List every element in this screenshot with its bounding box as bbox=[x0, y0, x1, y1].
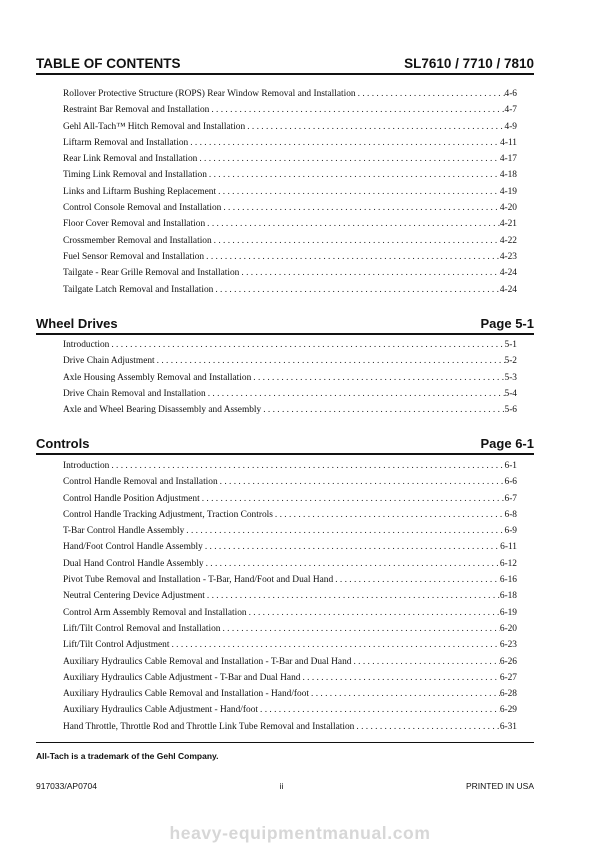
toc-entry-page: 5-6 bbox=[504, 405, 517, 416]
toc-entry-title: Lift/Tilt Control Removal and Installation bbox=[63, 623, 221, 634]
dot-leader bbox=[351, 654, 499, 670]
dot-leader bbox=[197, 151, 499, 167]
toc-entry-title: Links and Liftarm Bushing Replacement bbox=[63, 186, 217, 197]
toc-entry bbox=[63, 686, 517, 702]
toc-entry-page: 5-4 bbox=[504, 388, 517, 399]
dot-leader bbox=[273, 507, 505, 523]
toc-entry-page: 5-1 bbox=[504, 340, 517, 350]
dot-leader bbox=[213, 282, 499, 298]
toc-entry bbox=[63, 458, 517, 474]
toc-entry-page: 6-26 bbox=[499, 656, 517, 667]
toc-entry-page: 6-7 bbox=[504, 493, 517, 504]
toc-entry bbox=[63, 249, 517, 265]
toc-entry bbox=[63, 119, 517, 135]
toc-entry bbox=[63, 507, 517, 523]
toc-entry-page: 4-9 bbox=[504, 121, 517, 132]
page-footer bbox=[36, 781, 534, 791]
toc-entry bbox=[63, 556, 517, 572]
toc-entry-page: 6-12 bbox=[499, 558, 517, 569]
toc-entry-page: 4-20 bbox=[499, 203, 517, 214]
section-page: Page 6-1 bbox=[480, 436, 534, 451]
dot-leader bbox=[356, 86, 505, 102]
toc-entry-page: 5-2 bbox=[504, 356, 517, 367]
toc-entry-title: Introduction bbox=[63, 461, 110, 471]
toc-entry-title: Dual Hand Control Handle Assembly bbox=[63, 558, 204, 569]
dot-leader bbox=[206, 386, 505, 402]
section-title: Wheel Drives bbox=[36, 316, 118, 331]
toc-entry-title: Pivot Tube Removal and Installation - T-Bar, Hand/Foot and Dual Hand bbox=[63, 575, 334, 586]
toc-entry bbox=[63, 353, 517, 369]
dot-leader bbox=[169, 637, 499, 653]
toc-entry bbox=[63, 282, 517, 298]
toc-entry-title: Restraint Bar Removal and Installation bbox=[63, 105, 210, 116]
toc-entry-page: 4-11 bbox=[500, 137, 517, 148]
toc-entry bbox=[63, 216, 517, 232]
toc-entry bbox=[63, 572, 517, 588]
toc-entry-title: Axle Housing Assembly Removal and Installation bbox=[63, 372, 252, 383]
toc-entry-title: Hand Throttle, Throttle Rod and Throttle Link Tube Removal and Installation bbox=[63, 721, 355, 732]
toc-entry-title: Neutral Centering Device Adjustment bbox=[63, 591, 205, 602]
dot-leader bbox=[333, 572, 500, 588]
toc-entry-page: 6-23 bbox=[499, 640, 517, 651]
toc-entry bbox=[63, 135, 517, 151]
toc-entry bbox=[63, 474, 517, 490]
toc-entry-title: Floor Cover Removal and Installation bbox=[63, 219, 206, 230]
section-heading-wheel-drives bbox=[36, 316, 534, 335]
dot-leader bbox=[220, 621, 499, 637]
toc-entry bbox=[63, 402, 517, 418]
toc-entry-title: Auxiliary Hydraulics Cable Removal and Installation - T-Bar and Dual Hand bbox=[63, 656, 352, 667]
model-numbers: SL7610 / 7710 / 7810 bbox=[404, 56, 534, 71]
toc-entry bbox=[63, 200, 517, 216]
printed-in: PRINTED IN USA bbox=[465, 781, 534, 791]
dot-leader bbox=[309, 686, 500, 702]
toc-entry bbox=[63, 265, 517, 281]
dot-leader bbox=[247, 605, 500, 621]
toc-entry bbox=[63, 167, 517, 183]
toc-entry-page: 6-8 bbox=[504, 509, 517, 520]
dot-leader bbox=[251, 370, 504, 386]
dot-leader bbox=[155, 353, 505, 369]
toc-entry bbox=[63, 539, 517, 555]
toc-entry bbox=[63, 184, 517, 200]
dot-leader bbox=[258, 702, 500, 718]
toc-entry-page: 6-28 bbox=[499, 689, 517, 700]
page-title: TABLE OF CONTENTS bbox=[36, 56, 181, 71]
dot-leader bbox=[184, 523, 504, 539]
toc-entry-page: 6-11 bbox=[500, 542, 517, 553]
toc-entry-title: Liftarm Removal and Installation bbox=[63, 137, 189, 148]
toc-entry bbox=[63, 370, 517, 386]
toc-entry bbox=[63, 719, 517, 735]
toc-entry-page: 4-19 bbox=[499, 186, 517, 197]
toc-entry-title: Control Arm Assembly Removal and Installation bbox=[63, 607, 247, 618]
dot-leader bbox=[109, 458, 504, 474]
dot-leader bbox=[300, 670, 499, 686]
toc-entry bbox=[63, 670, 517, 686]
toc-entry-title: Rear Link Removal and Installation bbox=[63, 154, 198, 165]
toc-entry bbox=[63, 523, 517, 539]
toc-entry-page: 4-23 bbox=[499, 251, 517, 262]
toc-entry-title: Control Handle Tracking Adjustment, Traction Controls bbox=[63, 509, 273, 520]
toc-entry-page: 6-1 bbox=[504, 461, 517, 471]
toc-entry-page: 6-29 bbox=[499, 705, 517, 716]
dot-leader bbox=[207, 167, 500, 183]
toc-entry bbox=[63, 654, 517, 670]
trademark-note: All-Tach is a trademark of the Gehl Company. bbox=[36, 751, 219, 761]
toc-entry-title: Control Console Removal and Installation bbox=[63, 203, 222, 214]
dot-leader bbox=[200, 491, 505, 507]
watermark: heavy-equipmentmanual.com bbox=[169, 823, 431, 843]
toc-entry-title: Lift/Tilt Control Adjustment bbox=[63, 640, 170, 651]
toc-entry-title: Fuel Sensor Removal and Installation bbox=[63, 251, 205, 262]
toc-list-controls bbox=[63, 458, 517, 735]
toc-entry bbox=[63, 337, 517, 353]
toc-entry-page: 4-17 bbox=[499, 154, 517, 165]
toc-entry-title: Axle and Wheel Bearing Disassembly and Assembly bbox=[63, 405, 262, 416]
toc-entry bbox=[63, 386, 517, 402]
dot-leader bbox=[205, 588, 500, 604]
dot-leader bbox=[188, 135, 500, 151]
document-number: 917033/AP0704 bbox=[36, 781, 97, 791]
toc-entry-page: 6-9 bbox=[504, 526, 517, 537]
dot-leader bbox=[209, 102, 504, 118]
toc-entry-title: Control Handle Position Adjustment bbox=[63, 493, 200, 504]
toc-entry bbox=[63, 151, 517, 167]
toc-entry-page: 4-22 bbox=[499, 235, 517, 246]
toc-entry-title: Tailgate - Rear Grille Removal and Installation bbox=[63, 268, 240, 279]
toc-entry bbox=[63, 702, 517, 718]
toc-entry bbox=[63, 588, 517, 604]
toc-entry bbox=[63, 102, 517, 118]
toc-entry-title: Drive Chain Adjustment bbox=[63, 356, 155, 367]
toc-entry-title: Introduction bbox=[63, 340, 110, 350]
dot-leader bbox=[245, 119, 504, 135]
dot-leader bbox=[109, 337, 504, 353]
toc-entry-page: 4-21 bbox=[499, 219, 517, 230]
toc-entry-title: Gehl All-Tach™ Hitch Removal and Installation bbox=[63, 121, 246, 132]
toc-entry-title: Auxiliary Hydraulics Cable Adjustment - T-Bar and Dual Hand bbox=[63, 672, 301, 683]
toc-entry-page: 5-3 bbox=[504, 372, 517, 383]
toc-entry-title: Hand/Foot Control Handle Assembly bbox=[63, 542, 203, 553]
toc-entry-page: 6-27 bbox=[499, 672, 517, 683]
toc-entry-page: 4-6 bbox=[504, 89, 517, 99]
toc-entry-page: 6-6 bbox=[504, 477, 517, 488]
dot-leader bbox=[203, 539, 500, 555]
toc-entry-title: Drive Chain Removal and Installation bbox=[63, 388, 206, 399]
toc-entry-title: T-Bar Control Handle Assembly bbox=[63, 526, 185, 537]
dot-leader bbox=[204, 249, 500, 265]
toc-entry-title: Auxiliary Hydraulics Cable Removal and Installation - Hand/foot bbox=[63, 689, 310, 700]
toc-entry bbox=[63, 233, 517, 249]
toc-entry-page: 6-18 bbox=[499, 591, 517, 602]
toc-entry-title: Control Handle Removal and Installation bbox=[63, 477, 218, 488]
toc-list-wheel-drives bbox=[63, 337, 517, 418]
toc-entry bbox=[63, 86, 517, 102]
toc-entry bbox=[63, 637, 517, 653]
toc-entry-page: 4-24 bbox=[499, 284, 517, 295]
toc-entry-title: Crossmember Removal and Installation bbox=[63, 235, 212, 246]
toc-list-section-4 bbox=[63, 86, 517, 298]
toc-entry-title: Auxiliary Hydraulics Cable Adjustment - Hand/foot bbox=[63, 705, 259, 716]
divider bbox=[36, 742, 534, 743]
section-title: Controls bbox=[36, 436, 90, 451]
section-heading-controls bbox=[36, 436, 534, 455]
dot-leader bbox=[354, 719, 499, 735]
toc-entry-page: 6-16 bbox=[499, 575, 517, 586]
dot-leader bbox=[239, 265, 499, 281]
toc-entry-page: 6-20 bbox=[499, 623, 517, 634]
dot-leader bbox=[204, 556, 500, 572]
dot-leader bbox=[205, 216, 500, 232]
toc-entry-page: 4-7 bbox=[504, 105, 517, 116]
toc-entry bbox=[63, 491, 517, 507]
dot-leader bbox=[216, 184, 500, 200]
toc-entry-page: 4-18 bbox=[499, 170, 517, 181]
section-page: Page 5-1 bbox=[480, 316, 534, 331]
toc-entry-page: 6-31 bbox=[499, 721, 517, 732]
toc-entry bbox=[63, 605, 517, 621]
toc-entry bbox=[63, 621, 517, 637]
dot-leader bbox=[218, 474, 505, 490]
page-number: ii bbox=[279, 781, 284, 791]
toc-entry-page: 4-24 bbox=[499, 268, 517, 279]
page-header bbox=[36, 56, 534, 75]
dot-leader bbox=[212, 233, 500, 249]
dot-leader bbox=[261, 402, 504, 418]
dot-leader bbox=[221, 200, 499, 216]
toc-entry-page: 6-19 bbox=[499, 607, 517, 618]
toc-entry-title: Timing Link Removal and Installation bbox=[63, 170, 207, 181]
toc-entry-title: Tailgate Latch Removal and Installation bbox=[63, 284, 214, 295]
toc-entry-title: Rollover Protective Structure (ROPS) Rear Window Removal and Installation bbox=[63, 89, 356, 99]
